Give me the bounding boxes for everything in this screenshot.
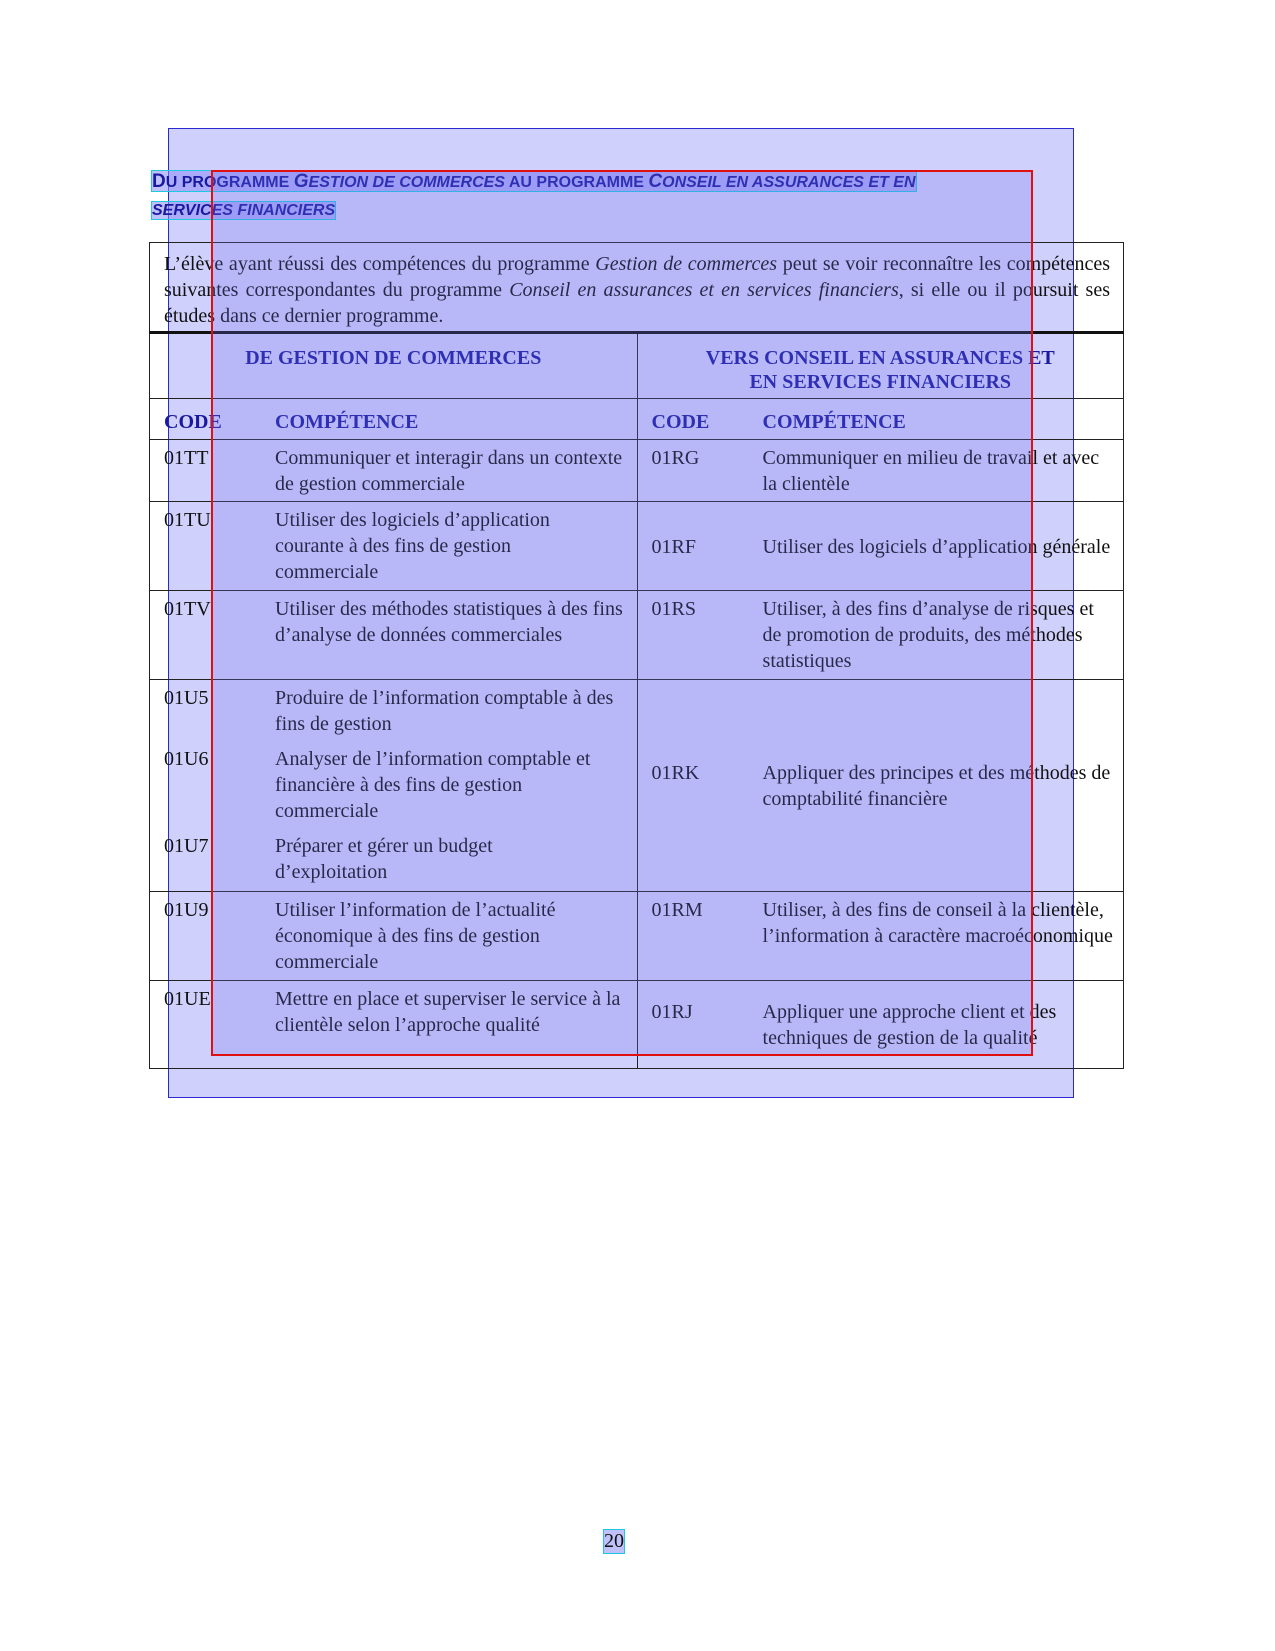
intro-paragraph xyxy=(150,243,1124,333)
to-program-title: VERS CONSEIL EN ASSURANCES ET xyxy=(705,347,1055,369)
code-header: CODE xyxy=(164,411,222,433)
intro-program-name: Conseil en assurances et en services financiers xyxy=(509,279,899,301)
competency-text: Communiquer et interagir dans un contexte de gestion commerciale xyxy=(275,447,623,495)
to-program-title: EN SERVICES FINANCIERS xyxy=(749,371,1012,393)
competency-text: Préparer et gérer un budget d’exploitation xyxy=(275,835,493,883)
competency-text: Mettre en place et superviser le service à la clientèle selon l’approche qualité xyxy=(275,988,621,1036)
from-competency-cell xyxy=(150,591,638,680)
to-competency-cell xyxy=(637,981,1123,1069)
intro-text: L’élève ayant réussi des compétences du programme xyxy=(164,253,596,275)
from-program-title: DE GESTION DE COMMERCES xyxy=(245,347,542,369)
competency-text: Produire de l’information comptable à des fins de gestion xyxy=(275,687,614,735)
section-heading xyxy=(152,168,1062,224)
heading-text: C xyxy=(648,171,663,192)
to-competency-cell xyxy=(637,440,1123,502)
competency-code: 01RG xyxy=(651,447,700,469)
from-competency-cell xyxy=(150,981,638,1069)
code-header: CODE xyxy=(651,411,710,433)
competency-text: Analyser de l’information comptable et financière à des fins de gestion commerciale xyxy=(275,748,591,822)
right-column-header xyxy=(637,399,1123,440)
competency-code: 01RK xyxy=(651,762,700,784)
competency-code: 01RM xyxy=(651,899,703,921)
table-row xyxy=(150,502,1124,591)
competency-code: 01RJ xyxy=(651,1001,693,1023)
competency-text: Communiquer en milieu de travail et avec la clientèle xyxy=(762,447,1100,495)
to-competency-cell xyxy=(637,892,1123,981)
table-row xyxy=(150,680,1124,892)
intro-text: peut se voir reconnaître les compétences suivantes correspondantes du programme xyxy=(164,253,1111,301)
competency-code: 01RS xyxy=(651,598,697,620)
from-program-header xyxy=(150,333,638,399)
to-program-header xyxy=(637,333,1123,399)
table-row xyxy=(150,591,1124,680)
competency-code: 01UE xyxy=(164,988,211,1010)
competency-text: Utiliser des logiciels d’application courante à des fins de gestion commerciale xyxy=(275,509,550,583)
from-competency-cell xyxy=(150,502,638,591)
heading-text: ESTION DE COMMERCES xyxy=(308,174,505,191)
left-column-header xyxy=(150,399,638,440)
to-competency-cell xyxy=(637,680,1123,892)
to-competency-cell xyxy=(637,502,1123,591)
intro-program-name: Gestion de commerces xyxy=(595,253,778,275)
heading-text: D xyxy=(152,171,166,192)
competency-text: Utiliser, à des fins de conseil à la clientèle, l’information à caractère macroéconomique xyxy=(762,899,1113,947)
competency-code: 01RF xyxy=(651,535,697,558)
competency-text: Utiliser des logiciels d’application générale xyxy=(762,535,1111,558)
from-competency-cell xyxy=(150,892,638,981)
page-number: 20 xyxy=(604,1530,624,1552)
equivalence-table xyxy=(149,242,1124,1069)
competence-header: COMPÉTENCE xyxy=(762,411,906,433)
from-competency-cell xyxy=(150,440,638,502)
table-row xyxy=(150,440,1124,502)
to-competency-cell xyxy=(637,591,1123,680)
competency-text: Appliquer une approche client et des techniques de gestion de la qualité xyxy=(762,1001,1057,1049)
competency-code: 01U7 xyxy=(164,835,209,857)
table-row xyxy=(150,981,1124,1069)
competency-code: 01U9 xyxy=(164,899,209,921)
competency-code: 01TV xyxy=(164,598,211,620)
heading-text: U PROGRAMME xyxy=(165,174,294,191)
competency-code: 01U5 xyxy=(164,687,209,709)
from-competency-cell xyxy=(150,680,638,892)
heading-text: AU PROGRAMME xyxy=(504,174,649,191)
heading-text: ONSEIL EN ASSURANCES ET EN xyxy=(662,174,916,191)
competency-code: 01TT xyxy=(164,447,209,469)
heading-text: SERVICES FINANCIERS xyxy=(152,202,336,219)
intro-text: , si elle ou il poursuit ses études dans ce dernier programme. xyxy=(164,279,1110,327)
competency-code: 01TU xyxy=(164,509,211,531)
competency-text: Appliquer des principes et des méthodes de comptabilité financière xyxy=(762,762,1111,810)
competence-header: COMPÉTENCE xyxy=(275,411,419,433)
competency-text: Utiliser l’information de l’actualité économique à des fins de gestion commerciale xyxy=(275,899,556,973)
competency-text: Utiliser des méthodes statistiques à des fins d’analyse de données commerciales xyxy=(275,598,623,646)
table-row xyxy=(150,892,1124,981)
competency-code: 01U6 xyxy=(164,748,209,770)
competency-text: Utiliser, à des fins d’analyse de risques et de promotion de produits, des méthodes statistiques xyxy=(762,598,1094,672)
heading-text: G xyxy=(293,171,309,192)
